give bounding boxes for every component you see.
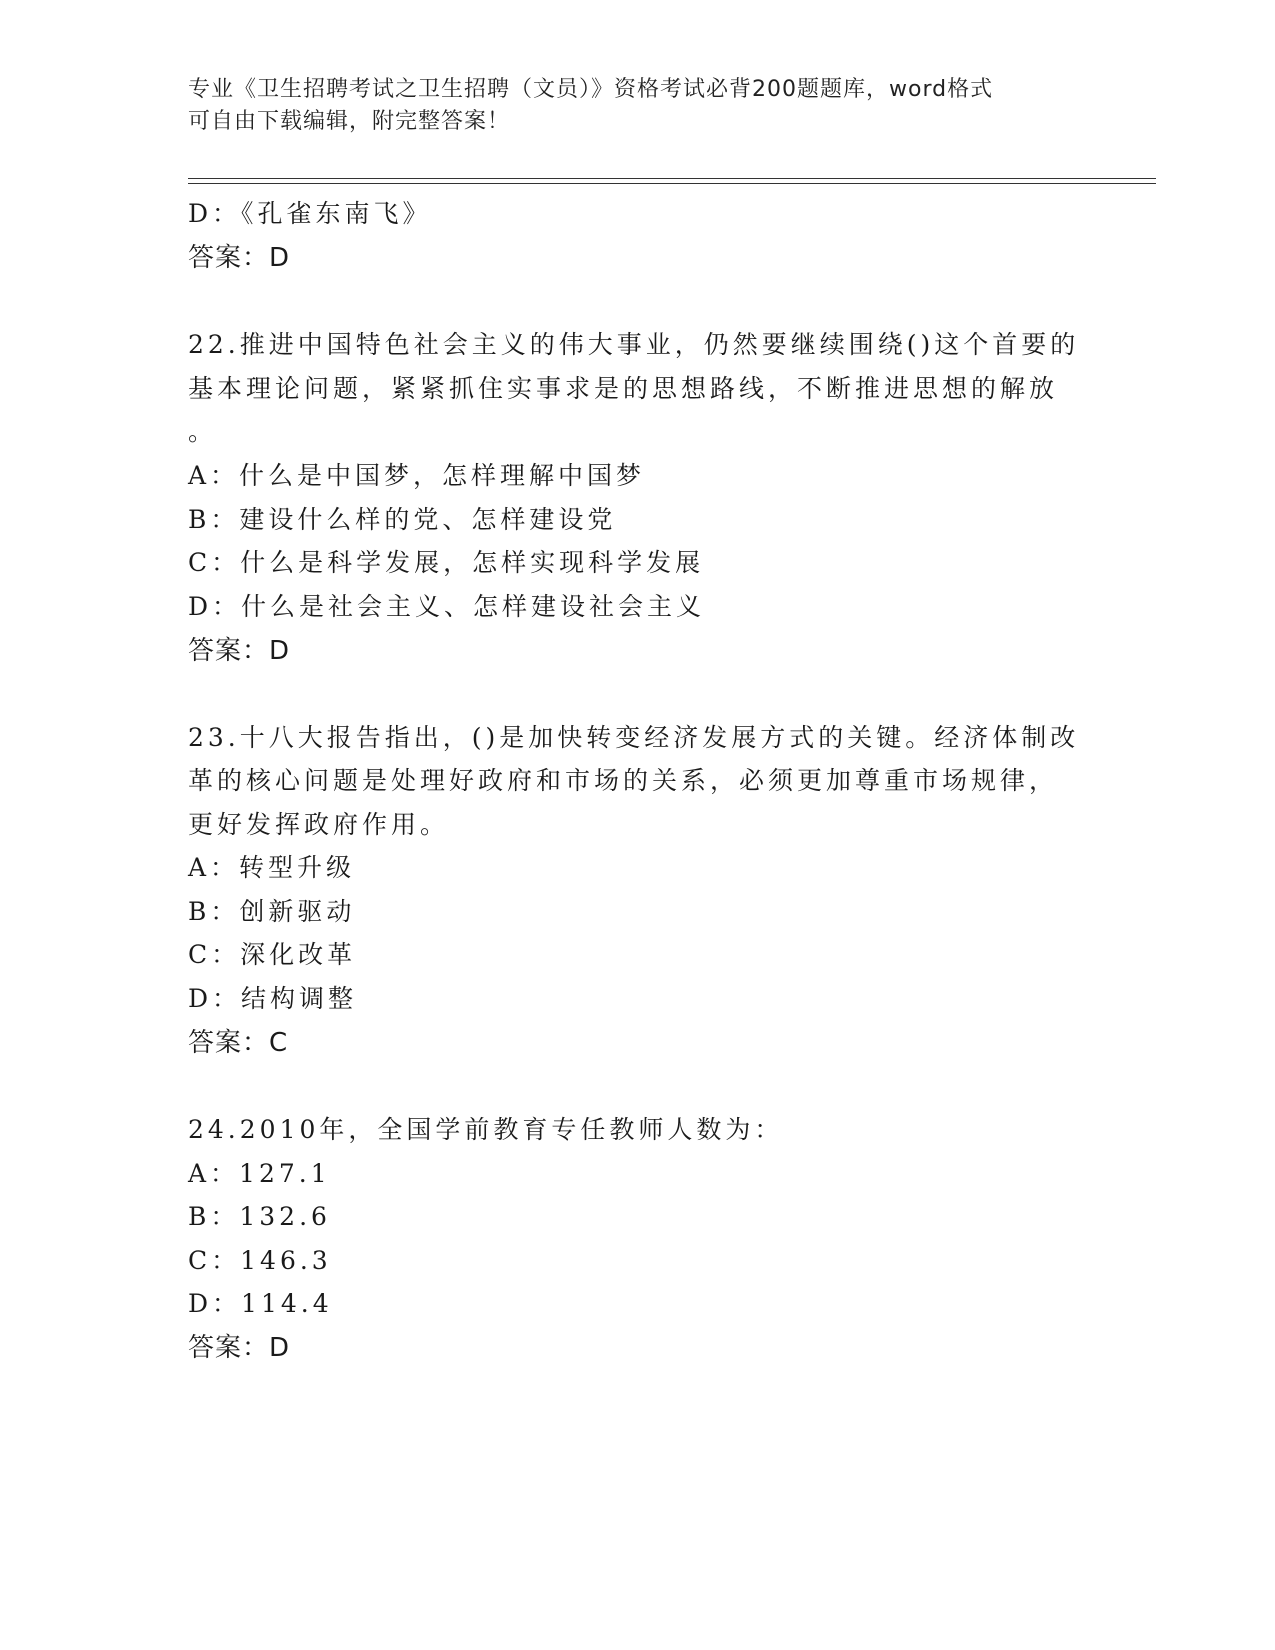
q23-stem-line-2: 革的核心问题是处理好政府和市场的关系，必须更加尊重市场规律， bbox=[188, 766, 1059, 795]
header-rule-bottom bbox=[188, 183, 1156, 184]
prev-answer: 答案：D bbox=[188, 243, 291, 273]
q22-stem-line-1: 22.推进中国特色社会主义的伟大事业，仍然要继续围绕()这个首要的 bbox=[188, 330, 1080, 359]
header-line-1: 专业《卫生招聘考试之卫生招聘（文员）》资格考试必背200题题库，word格式 bbox=[188, 77, 994, 102]
q23-option-d: D：结构调整 bbox=[188, 984, 358, 1013]
q24-option-a: A：127.1 bbox=[188, 1159, 331, 1188]
q23-option-a: A：转型升级 bbox=[188, 853, 356, 882]
q24-stem-line-1: 24.2010年，全国学前教育专任教师人数为： bbox=[188, 1115, 784, 1144]
header-rule-top bbox=[188, 178, 1156, 179]
q22-option-d: D：什么是社会主义、怎样建设社会主义 bbox=[188, 592, 706, 621]
header-line-2: 可自由下载编辑，附完整答案！ bbox=[188, 109, 511, 134]
q23-option-b: B：创新驱动 bbox=[188, 897, 356, 926]
q23-option-c: C：深化改革 bbox=[188, 940, 357, 969]
prev-option-d: D：《孔雀东南飞》 bbox=[188, 199, 432, 228]
q24-option-d: D：114.4 bbox=[188, 1289, 333, 1318]
q22-stem-line-2: 基本理论问题，紧紧抓住实事求是的思想路线，不断推进思想的解放 bbox=[188, 374, 1059, 403]
q24-option-b: B：132.6 bbox=[188, 1202, 331, 1231]
q24-answer: 答案：D bbox=[188, 1333, 291, 1363]
q23-stem-line-1: 23.十八大报告指出，()是加快转变经济发展方式的关键。经济体制改 bbox=[188, 723, 1080, 752]
q23-stem-line-3: 更好发挥政府作用。 bbox=[188, 810, 450, 839]
q23-answer: 答案：C bbox=[188, 1028, 289, 1058]
q22-option-b: B：建设什么样的党、怎样建设党 bbox=[188, 505, 617, 534]
q24-option-c: C：146.3 bbox=[188, 1246, 332, 1275]
q22-answer: 答案：D bbox=[188, 636, 291, 666]
page-header bbox=[188, 74, 1088, 138]
q22-stem-line-3: 。 bbox=[188, 417, 218, 446]
q22-option-c: C：什么是科学发展，怎样实现科学发展 bbox=[188, 548, 705, 577]
q22-option-a: A：什么是中国梦，怎样理解中国梦 bbox=[188, 461, 646, 490]
